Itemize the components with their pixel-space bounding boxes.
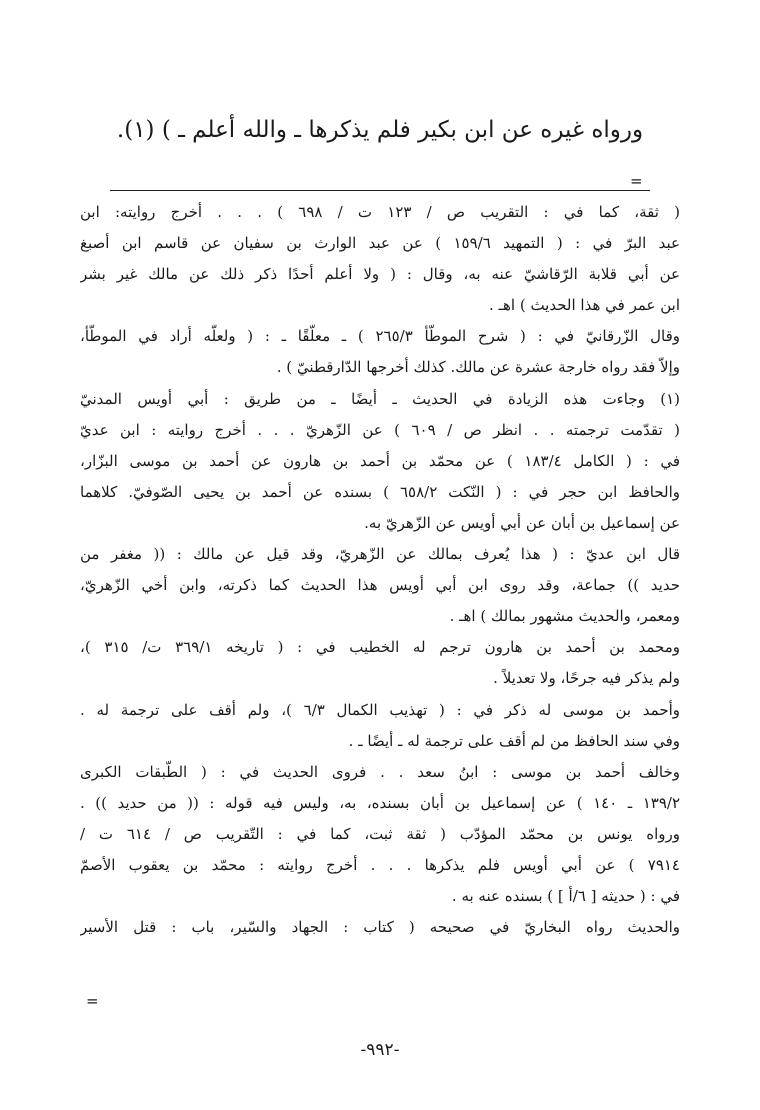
footnote-line: ( ثقة، كما في : التقريب ص / ١٢٣ ت / ٦٩٨ ) . . . أخرج روايته: ابن: [80, 203, 680, 221]
footnote-line: ومعمر، والحديث مشهور بمالك ) اهـ .: [449, 607, 680, 626]
footnote-line: وإلاّ فقد رواه خارجة عشرة عن مالك. كذلك أخرجها الدّارقطنيّ ) .: [276, 358, 680, 377]
continuation-mark: =: [86, 992, 99, 1010]
footnote-line: ٧٩١٤ ) عن أبي أويس فلم يذكرها . . . أخرج روايته : محمّد بن يعقوب الأصمّ: [80, 855, 680, 874]
footnote-line: ١٣٩/٢ ـ ١٤٠ ) عن إسماعيل بن أبان بسنده، به، وليس فيه قوله : (( من حديد )) .: [80, 793, 680, 812]
footnote-line: ورواه يونس بن محمّد المؤدّب ( ثقة ثبت، كما في : التّقريب ص / ٦١٤ ت /: [80, 824, 680, 843]
footnote-line: في : ( حديثه [ ٦/أ ] ) بسنده عنه به .: [451, 887, 680, 906]
footnote-separator-rule: [110, 190, 650, 191]
page-number: -٩٩٢-: [360, 1040, 400, 1060]
footnote-line: عبد البرّ في : ( التمهيد ١٥٩/٦ ) عن عبد الوارث بن سفيان عن قاسم ابن أصبغ: [80, 234, 680, 253]
footnote-line: وأحمد بن موسى له ذكر في : ( تهذيب الكمال ٦/٣ )، ولم أقف على ترجمة له .: [80, 700, 680, 719]
footnote-line: قال ابن عديّ : ( هذا يُعرف بمالك عن الزّهريّ، وقد قيل عن مالك : (( مغفر من: [80, 545, 680, 564]
footnote-line: والحافظ ابن حجر في : ( النّكت ٦٥٨/٢ ) بسنده عن أحمد بن يحيى الصّوفيّ. كلاهما: [80, 482, 680, 501]
footnote-line: عن أبي قلابة الرّقاشيّ عنه به، وقال : ( ولا أعلم أحدًا ذكر ذلك عن مالك غير بشر: [80, 265, 680, 284]
footnote-line: وفي سند الحافظ من لم أقف على ترجمة له ـ أيضًا ـ .: [348, 731, 680, 750]
footnote-line: في : ( الكامل ١٨٣/٤ ) عن محمّد بن أحمد بن هارون عن أحمد بن موسى البزّار،: [80, 451, 680, 470]
footnote-line: وخالف أحمد بن موسى : ابنُ سعد . . فروى الحديث في : ( الطّبقات الكبرى: [80, 762, 680, 781]
footnotes-block: [80, 197, 680, 943]
footnote-line: ( تقدّمت ترجمته . . انظر ص / ٦٠٩ ) عن الزّهريّ . . . أخرج روايته : ابن عديّ: [80, 420, 680, 439]
footnote-line: (١) وجاءت هذه الزيادة في الحديث ـ أيضًا ـ من طريق : أبي أويس المدنيّ: [80, 389, 680, 408]
footnote-line: ابن عمر في هذا الحديث ) اهـ .: [489, 296, 680, 315]
footnote-line: ومحمد بن أحمد بن هارون ترجم له الخطيب في : ( تاريخه ٣٦٩/١ ت/ ٣١٥ )،: [80, 638, 680, 657]
footnote-line: والحديث رواه البخاريّ في صحيحه ( كتاب : الجهاد والسّير، باب : قتل الأسير: [80, 918, 680, 937]
footnote-line: وقال الزّرقانيّ في : ( شرح الموطّأ ٢٦٥/٣ ) ـ معلّقًا ـ : ( ولعلّه أراد في الموطّأ،: [80, 327, 680, 346]
footnote-line: عن إسماعيل بن أبان عن أبي أويس عن الزّهريّ به.: [364, 513, 680, 532]
footnote-line: ولم يذكر فيه جرحًا، ولا تعديلاً .: [493, 669, 680, 688]
main-text-line: ورواه غيره عن ابن بكير فلم يذكرها ـ والله أعلم ـ ) (١).: [116, 117, 644, 143]
footnote-line: حديد )) جماعة، وقد روى ابن أبي أويس هذا الحديث كما ذكرته، وابن أخي الزّهريّ،: [80, 576, 680, 595]
separator-continuation-mark: =: [630, 172, 643, 190]
